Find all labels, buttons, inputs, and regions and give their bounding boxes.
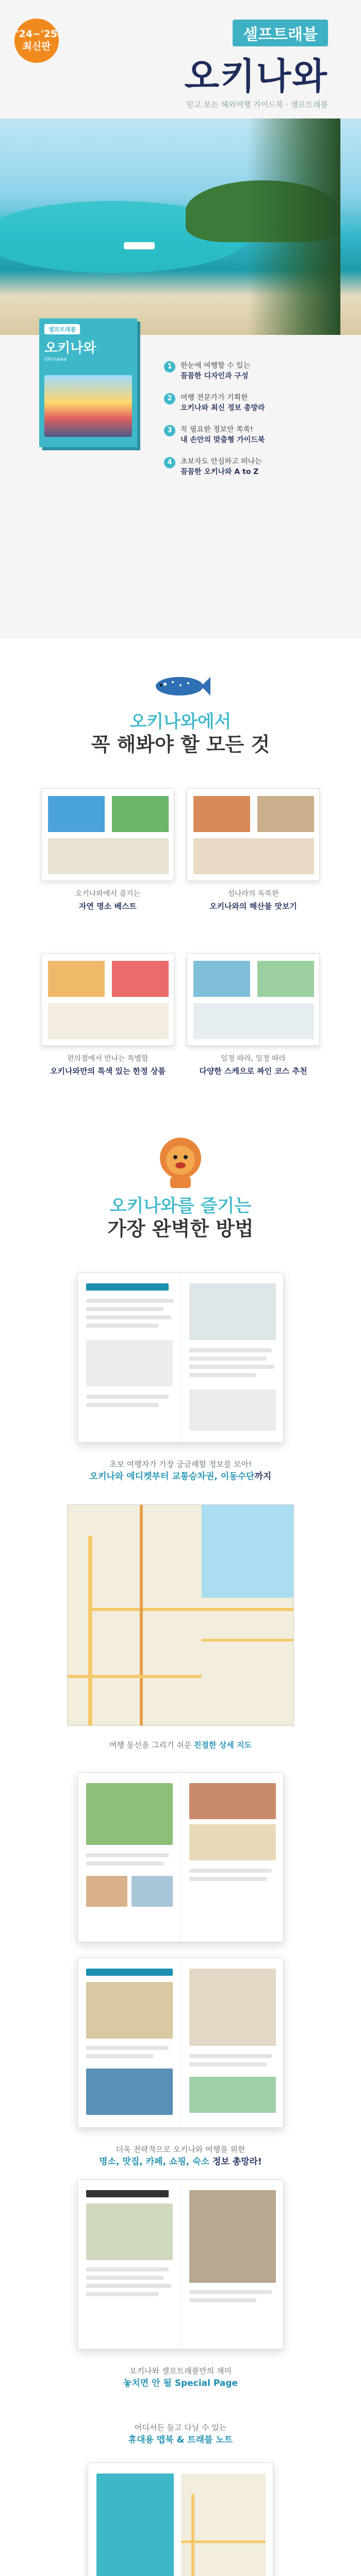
feature-item bbox=[164, 425, 339, 445]
card-caption1: 일정 따라, 일정 따라 bbox=[221, 1055, 286, 1063]
card-spread-image bbox=[41, 953, 174, 1046]
feature-list bbox=[164, 361, 339, 488]
edition-badge bbox=[14, 19, 59, 63]
must-see-title2: 꼭 해봐야 할 모든 것 bbox=[91, 733, 270, 756]
book-title: 오키나와 bbox=[184, 55, 328, 97]
caption-spots bbox=[0, 2143, 361, 2168]
caption-post: 까지 bbox=[254, 1471, 272, 1482]
card-caption2: 자연 명소 베스트 bbox=[79, 902, 137, 911]
feature-line2: 오키나와 최신 정보 총망라 bbox=[180, 404, 265, 412]
caption-post: 정보 총망라! bbox=[212, 2157, 262, 2167]
caption-special bbox=[0, 2365, 361, 2389]
feature-item bbox=[164, 456, 339, 477]
feature-line1: 한눈에 여행할 수 있는 bbox=[180, 362, 251, 370]
feature-card bbox=[187, 788, 320, 911]
hero-section bbox=[0, 0, 361, 639]
caption-mapbook bbox=[0, 2421, 361, 2446]
card-spread-image bbox=[41, 788, 174, 881]
caption-highlight: 오키나와 에디켓부터 교통승차권, 이동수단 bbox=[89, 1471, 255, 1482]
card-caption1: 오키나와에서 즐기는 bbox=[75, 890, 141, 898]
caption-highlight: 놓치면 안 될 Special Page bbox=[123, 2378, 238, 2388]
feature-number: 1 bbox=[164, 361, 175, 372]
whale-shark-icon bbox=[150, 670, 211, 701]
caption-pre: 여행 동선을 그리기 쉬운 bbox=[109, 1740, 192, 1750]
caption-highlight: 휴대용 맵북 & 트래블 노트 bbox=[128, 2435, 233, 2445]
card-spread-image bbox=[187, 788, 320, 881]
card-spread-image bbox=[187, 953, 320, 1046]
edition-label: 최신판 bbox=[22, 41, 51, 52]
card-caption2: 다양한 스케으로 짜인 코스 추천 bbox=[199, 1066, 307, 1076]
caption-pre: 더욱 전략적으로 오키나와 여행을 위한 bbox=[116, 2145, 245, 2154]
detail-map bbox=[67, 1504, 294, 1726]
feature-line2: 내 손안의 맞춤형 가이드북 bbox=[180, 436, 265, 444]
caption-map bbox=[0, 1739, 361, 1751]
caption-pre: 오키나와 셀프트래블만의 재미 bbox=[129, 2366, 232, 2376]
card-caption2: 오키나와만의 특색 있는 한정 상품 bbox=[50, 1066, 166, 1076]
caption-highlight: 친절한 상세 지도 bbox=[194, 1740, 252, 1750]
must-see-title1: 오키나와에서 bbox=[129, 711, 232, 732]
shisa-lion-icon bbox=[155, 1133, 206, 1190]
caption-transport bbox=[0, 1458, 361, 1483]
card-caption2: 오키나와의 해산물 맛보기 bbox=[209, 902, 297, 911]
mapbook-image bbox=[88, 2463, 273, 2576]
caption-pre: 어디서든 들고 다닐 수 있는 bbox=[134, 2423, 227, 2432]
edition-year: '24~'25 bbox=[15, 28, 58, 40]
feature-line2: 꼼꼼한 디자인과 구성 bbox=[180, 372, 249, 380]
caption-pre: 초보 여행자가 가장 궁금해할 정보를 모아! bbox=[109, 1460, 252, 1469]
book-cover bbox=[39, 318, 137, 447]
caption-highlight: 명소, 맛집, 카페, 쇼핑, 숙소 bbox=[99, 2157, 210, 2167]
cover-en-title: Okinawa bbox=[44, 357, 67, 362]
how-to-header bbox=[0, 1195, 361, 1241]
how-to-title1: 오키나와를 즐기는 bbox=[109, 1196, 252, 1216]
book-spread-info bbox=[77, 1273, 284, 1443]
feature-card bbox=[41, 953, 174, 1076]
feature-line1: 초보자도 안심하고 떠나는 bbox=[180, 457, 262, 466]
book-subtitle: 믿고 보는 해외여행 가이드북 · 셀프트래블 bbox=[186, 100, 328, 109]
how-to-title2: 가장 완벽한 방법 bbox=[107, 1217, 254, 1240]
feature-item bbox=[164, 393, 339, 413]
feature-item bbox=[164, 361, 339, 381]
feature-card bbox=[41, 788, 174, 911]
cover-photo bbox=[44, 375, 132, 437]
feature-line1: 여행 전문가가 기획한 bbox=[180, 394, 248, 402]
cover-title: 오키나와 bbox=[44, 341, 96, 356]
card-caption1: 섬나라의 독특한 bbox=[227, 890, 279, 898]
book-spread-spots bbox=[77, 1772, 284, 1942]
feature-number: 4 bbox=[164, 457, 175, 468]
boat-icon bbox=[124, 242, 155, 249]
must-see-header bbox=[0, 711, 361, 756]
feature-number: 2 bbox=[164, 393, 175, 404]
hero-beach-photo bbox=[0, 118, 361, 335]
feature-card bbox=[187, 953, 320, 1076]
cover-series: 셀프트래블 bbox=[44, 324, 80, 334]
book-spread-food bbox=[77, 1958, 284, 2128]
book-spread-special bbox=[77, 2179, 284, 2349]
feature-line2: 꼼꼼한 오키나와 A to Z bbox=[180, 468, 259, 476]
feature-number: 3 bbox=[164, 425, 175, 436]
card-caption1: 편의점에서 만나는 특별함 bbox=[67, 1055, 149, 1063]
series-label: 셀프트래블 bbox=[233, 20, 328, 46]
feature-line1: 꼭 필요한 정보만 쏙쏙! bbox=[180, 426, 253, 434]
